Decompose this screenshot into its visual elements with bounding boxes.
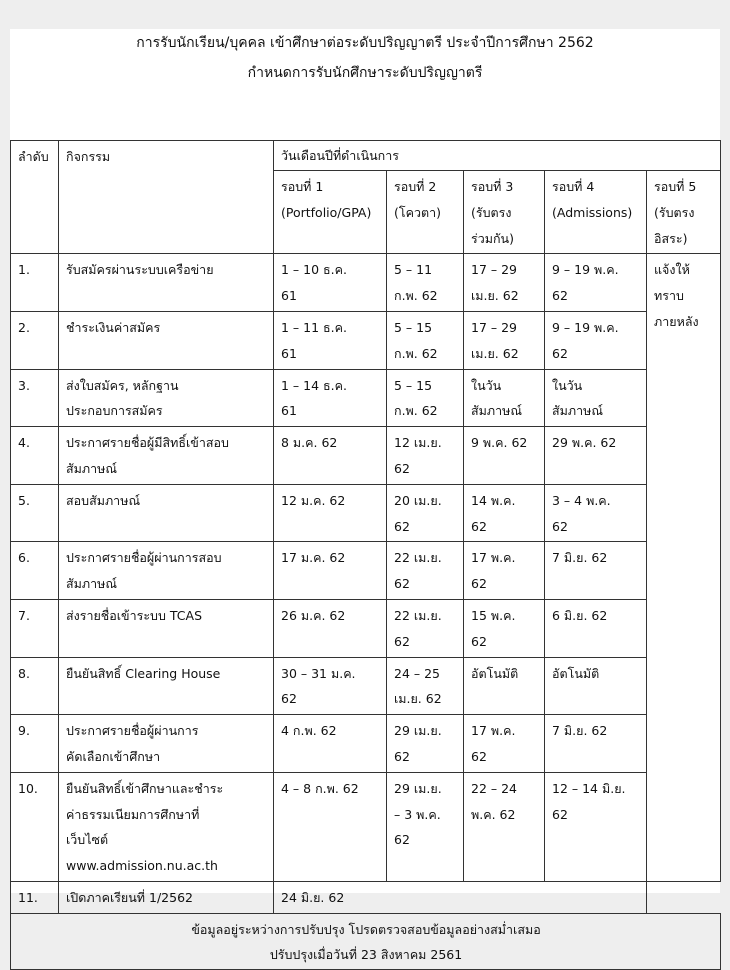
footer-row	[11, 913, 721, 969]
row-number: 3.	[11, 369, 59, 427]
header-round-4: รอบที่ 4 (Admissions)	[545, 171, 647, 254]
activity-cell: ส่งใบสมัคร, หลักฐาน ประกอบการสมัคร	[59, 369, 274, 427]
round-4-date: 29 พ.ค. 62	[545, 427, 647, 485]
round-3-date: อัตโนมัติ	[464, 657, 545, 715]
table-row	[11, 369, 721, 427]
activity-cell: ยืนยันสิทธิ์ Clearing House	[59, 657, 274, 715]
table-row	[11, 311, 721, 369]
round-4-date: 6 มิ.ย. 62	[545, 599, 647, 657]
round-1-date: 8 ม.ค. 62	[274, 427, 387, 485]
round-3-date: ในวัน สัมภาษณ์	[464, 369, 545, 427]
activity-cell: ยืนยันสิทธิ์เข้าศึกษาและชำระ ค่าธรรมเนียมการศึกษาที่ เว็บไซต์ www.admission.nu.ac.th	[59, 772, 274, 881]
header-round-2: รอบที่ 2 (โควตา)	[387, 171, 464, 254]
table-row	[11, 657, 721, 715]
round-3-date: 15 พ.ค. 62	[464, 599, 545, 657]
header-row-top	[11, 141, 721, 171]
row-number: 11.	[11, 881, 59, 913]
round-2-date: 12 เม.ย. 62	[387, 427, 464, 485]
table-row	[11, 881, 721, 913]
row-number: 8.	[11, 657, 59, 715]
document-page	[10, 29, 720, 962]
round-1-date: 4 ก.พ. 62	[274, 715, 387, 773]
round-3-date: 17 – 29 เม.ย. 62	[464, 254, 545, 312]
table-row	[11, 254, 721, 312]
row-number: 6.	[11, 542, 59, 600]
activity-cell: ประกาศรายชื่อผู้ผ่านการ คัดเลือกเข้าศึกษา	[59, 715, 274, 773]
round-1-date: 1 – 10 ธ.ค. 61	[274, 254, 387, 312]
round-2-date: 5 – 15 ก.พ. 62	[387, 369, 464, 427]
round-2-date: 29 เม.ย. 62	[387, 715, 464, 773]
round-3-date: 17 พ.ค. 62	[464, 542, 545, 600]
round-4-date: 7 มิ.ย. 62	[545, 542, 647, 600]
round-2-date: 22 เม.ย. 62	[387, 599, 464, 657]
activity-cell: เปิดภาคเรียนที่ 1/2562	[59, 881, 274, 913]
round-1-date: 12 ม.ค. 62	[274, 484, 387, 542]
header-activity: กิจกรรม	[59, 141, 274, 254]
table-row	[11, 715, 721, 773]
round-2-date: 5 – 15 ก.พ. 62	[387, 311, 464, 369]
header-dates: วันเดือนปีที่ดำเนินการ	[274, 141, 721, 171]
round-4-date: อัตโนมัติ	[545, 657, 647, 715]
activity-cell: ชำระเงินค่าสมัคร	[59, 311, 274, 369]
round-3-date: 22 – 24 พ.ค. 62	[464, 772, 545, 881]
round-2-date: 20 เม.ย. 62	[387, 484, 464, 542]
round-5-empty	[647, 369, 721, 881]
table-row	[11, 599, 721, 657]
round-1-date: 26 ม.ค. 62	[274, 599, 387, 657]
header-no: ลำดับ	[11, 141, 59, 254]
row-number: 7.	[11, 599, 59, 657]
round-1-date: 30 – 31 ม.ค. 62	[274, 657, 387, 715]
table-row	[11, 542, 721, 600]
row-number: 5.	[11, 484, 59, 542]
row-number: 4.	[11, 427, 59, 485]
round-5-blank	[647, 881, 721, 913]
round-4-date: 7 มิ.ย. 62	[545, 715, 647, 773]
round-3-date: 14 พ.ค. 62	[464, 484, 545, 542]
round-5-note: แจ้งให้ ทราบ ภายหลัง	[647, 254, 721, 369]
round-2-date: 29 เม.ย. – 3 พ.ค. 62	[387, 772, 464, 881]
activity-cell: ประกาศรายชื่อผู้มีสิทธิ์เข้าสอบ สัมภาษณ์	[59, 427, 274, 485]
row-number: 1.	[11, 254, 59, 312]
table-row	[11, 772, 721, 881]
round-2-date: 24 – 25 เม.ย. 62	[387, 657, 464, 715]
activity-cell: ส่งรายชื่อเข้าระบบ TCAS	[59, 599, 274, 657]
activity-cell: สอบสัมภาษณ์	[59, 484, 274, 542]
round-3-date: 9 พ.ค. 62	[464, 427, 545, 485]
header-round-1: รอบที่ 1 (Portfolio/GPA)	[274, 171, 387, 254]
round-1-date: 1 – 14 ธ.ค. 61	[274, 369, 387, 427]
round-4-date: 3 – 4 พ.ค. 62	[545, 484, 647, 542]
page-subtitle: กำหนดการรับนักศึกษาระดับปริญญาตรี	[247, 65, 483, 81]
header-round-3: รอบที่ 3 (รับตรง ร่วมกัน)	[464, 171, 545, 254]
row-number: 2.	[11, 311, 59, 369]
table-row	[11, 484, 721, 542]
round-4-date: 12 – 14 มิ.ย. 62	[545, 772, 647, 881]
round-4-date: 9 – 19 พ.ค. 62	[545, 254, 647, 312]
page-title: การรับนักเรียน/บุคคล เข้าศึกษาต่อระดับปริญญาตรี ประจำปีการศึกษา 2562	[136, 35, 594, 51]
round-2-date: 5 – 11 ก.พ. 62	[387, 254, 464, 312]
update-note: ข้อมูลอยู่ระหว่างการปรับปรุง โปรดตรวจสอบข้อมูลอย่างสม่ำเสมอ ปรับปรุงเมื่อวันที่ 23 สิงหาคม 2561	[11, 913, 721, 969]
round-3-date: 17 – 29 เม.ย. 62	[464, 311, 545, 369]
round-3-date: 17 พ.ค. 62	[464, 715, 545, 773]
round-1-date: 4 – 8 ก.พ. 62	[274, 772, 387, 881]
round-1-date: 17 ม.ค. 62	[274, 542, 387, 600]
semester-start-date: 24 มิ.ย. 62	[274, 881, 647, 913]
activity-cell: ประกาศรายชื่อผู้ผ่านการสอบ สัมภาษณ์	[59, 542, 274, 600]
table-row	[11, 427, 721, 485]
round-1-date: 1 – 11 ธ.ค. 61	[274, 311, 387, 369]
row-number: 9.	[11, 715, 59, 773]
header-round-5: รอบที่ 5 (รับตรง อิสระ)	[647, 171, 721, 254]
round-4-date: ในวัน สัมภาษณ์	[545, 369, 647, 427]
activity-cell: รับสมัครผ่านระบบเครือข่าย	[59, 254, 274, 312]
round-4-date: 9 – 19 พ.ค. 62	[545, 311, 647, 369]
row-number: 10.	[11, 772, 59, 881]
schedule-table	[10, 140, 721, 970]
round-2-date: 22 เม.ย. 62	[387, 542, 464, 600]
